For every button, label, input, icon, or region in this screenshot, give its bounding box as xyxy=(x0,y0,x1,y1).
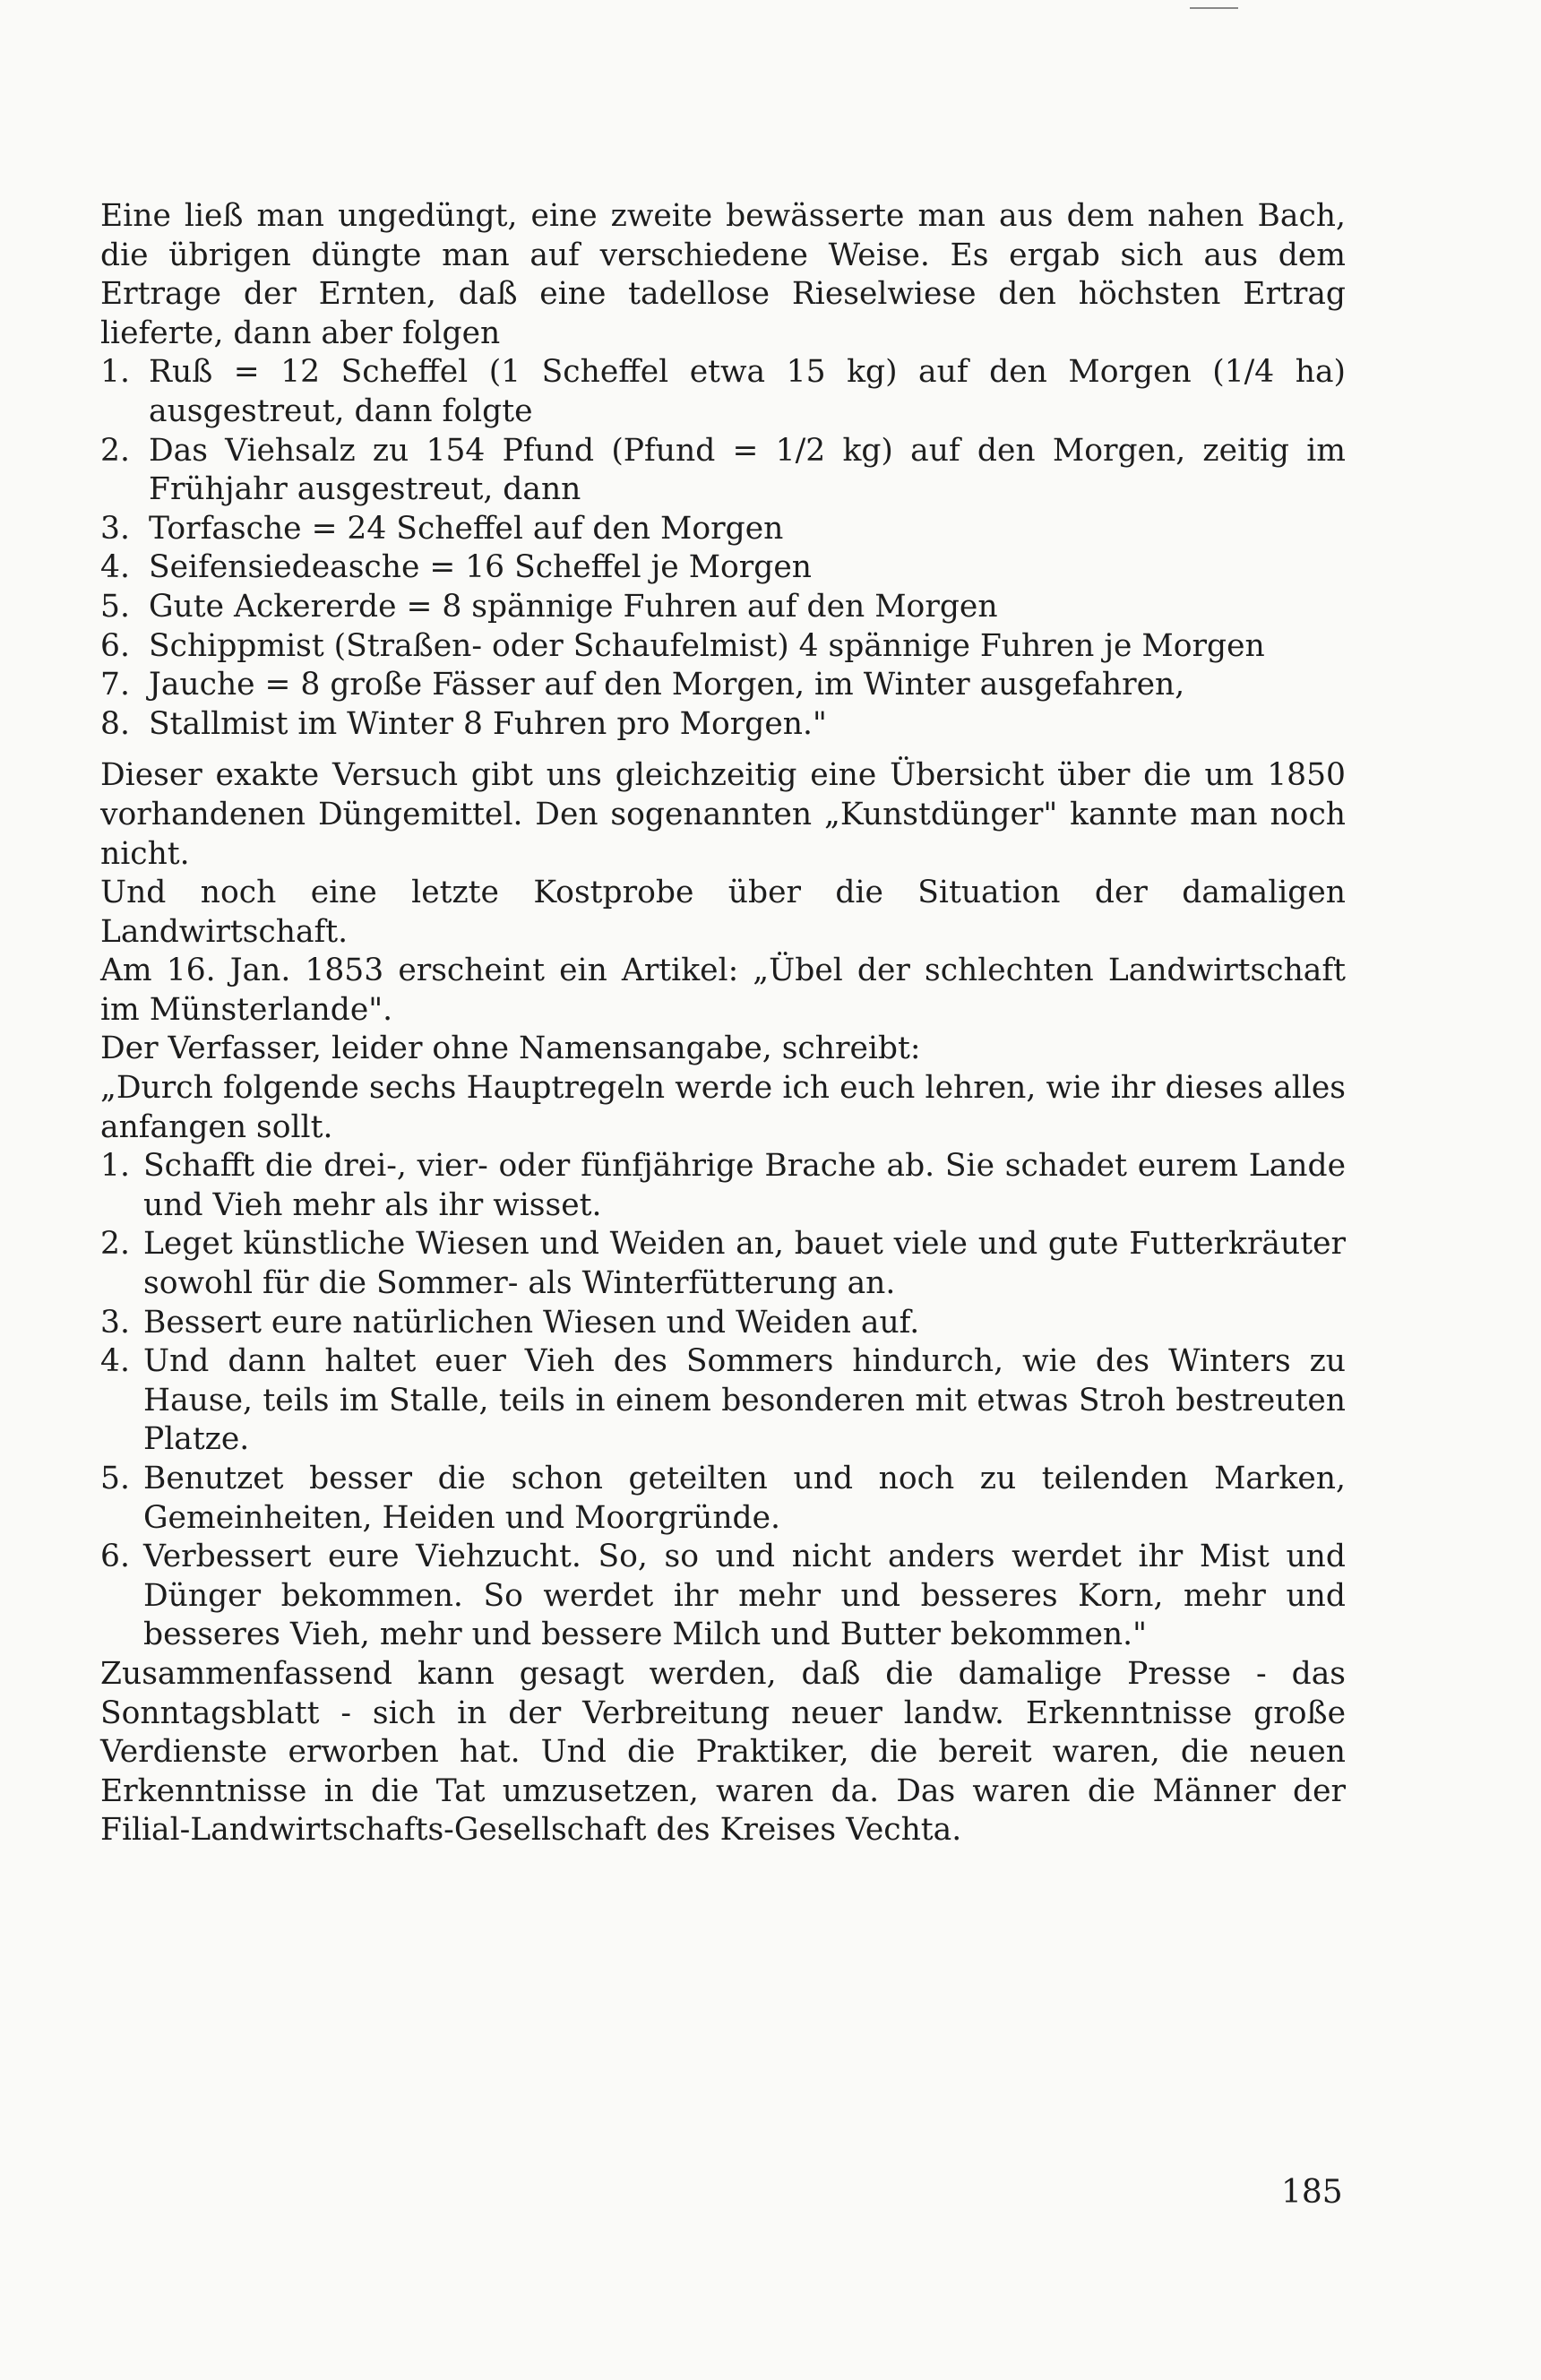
list-item-text: Ruß = 12 Scheffel (1 Scheffel etwa 15 kg) auf den Morgen (1/4 ha) ausgestreut, dann folgte xyxy=(149,354,1346,429)
list-item-text: Benutzet besser die schon geteilten und noch zu teilenden Marken, Gemeinheiten, Heiden und Moorgründe. xyxy=(143,1461,1346,1536)
list-item-text: Stallmist im Winter 8 Fuhren pro Morgen." xyxy=(149,705,827,742)
rules-list xyxy=(100,1147,1346,1655)
list-item-number: 7. xyxy=(100,667,130,703)
list-item xyxy=(100,353,1346,431)
list-item xyxy=(100,1147,1346,1225)
list-item-number: 3. xyxy=(100,1304,130,1341)
list-item-text: Bessert eure natürlichen Wiesen und Weiden auf. xyxy=(143,1304,920,1341)
summary-paragraph: Dieser exakte Versuch gibt uns gleichzeitig eine Übersicht über die um 1850 vorhandenen Düngemittel. Den sogenannten „Kunstdünger" kannte man noch nicht. xyxy=(100,757,1346,872)
list-item-text: Und dann haltet euer Vieh des Sommers hindurch, wie des Winters zu Hause, teils im Stalle, teils in einem besonderen mit etwas Stroh bestreuten Platze. xyxy=(143,1343,1346,1458)
list-item-text: Das Viehsalz zu 154 Pfund (Pfund = 1/2 kg) auf den Morgen, zeitig im Frühjahr ausgestreut, dann xyxy=(149,432,1346,508)
list-item-number: 5. xyxy=(100,1461,130,1496)
list-item-number: 2. xyxy=(100,1226,130,1263)
list-item-number: 1. xyxy=(100,1148,130,1185)
list-item-number: 1. xyxy=(100,354,130,391)
top-rule xyxy=(1190,7,1238,9)
list-item xyxy=(100,1342,1346,1460)
quote-intro-paragraph: „Durch folgende sechs Hauptregeln werde ich euch lehren, wie ihr dieses alles anfangen sollt. xyxy=(100,1070,1346,1145)
article-paragraph: Am 16. Jan. 1853 erscheint ein Artikel: „Übel der schlechten Landwirtschaft im Münsterlande". xyxy=(100,953,1346,1028)
author-paragraph: Der Verfasser, leider ohne Namensangabe, schreibt: xyxy=(100,1030,921,1067)
list-item xyxy=(100,588,1346,627)
page-number: 185 xyxy=(1281,2174,1343,2211)
list-item-text: Seifensiedeasche = 16 Scheffel je Morgen xyxy=(149,549,812,586)
list-item-number: 4. xyxy=(100,1343,130,1380)
list-item-text: Jauche = 8 große Fässer auf den Morgen, im Winter ausgefahren, xyxy=(149,667,1185,703)
list-item xyxy=(100,1538,1346,1655)
list-item-number: 3. xyxy=(100,510,130,547)
list-item-number: 8. xyxy=(100,705,130,742)
list-item-text: Gute Ackererde = 8 spännige Fuhren auf den Morgen xyxy=(149,588,998,625)
list-item-text: Torfasche = 24 Scheffel auf den Morgen xyxy=(149,510,784,547)
list-item-number: 2. xyxy=(100,432,130,469)
list-item xyxy=(100,1225,1346,1303)
intro-paragraph: Eine ließ man ungedüngt, eine zweite bewässerte man aus dem nahen Bach, die übrigen düngte man auf verschiedene Weise. Es ergab sich aus dem Ertrage der Ernten, daß eine tadellose Rieselwiese den höchsten Ertrag lieferte, dann aber folgen xyxy=(100,198,1346,351)
list-item xyxy=(100,627,1346,667)
list-item-number: 6. xyxy=(100,627,130,664)
list-item xyxy=(100,432,1346,510)
list-item-number: 4. xyxy=(100,549,130,586)
list-item xyxy=(100,1460,1346,1538)
conclusion-paragraph: Zusammenfassend kann gesagt werden, daß die damalige Presse - das Sonntagsblatt - sich in der Verbreitung neuer landw. Erkenntnisse große Verdienste erworben hat. Und die Praktiker, die bereit waren, die neuen Erkenntnisse in die Tat umzusetzen, waren da. Das waren die Männer der Filial-Landwirtschafts-Gesellschaft des Kreises Vechta. xyxy=(100,1655,1346,1849)
list-item xyxy=(100,705,1346,745)
list-item xyxy=(100,666,1346,705)
list-item-text: Leget künstliche Wiesen und Weiden an, bauet viele und gute Futterkräuter sowohl für die Sommer- als Winterfütterung an. xyxy=(143,1226,1346,1302)
list-item xyxy=(100,1304,1346,1343)
list-item xyxy=(100,548,1346,588)
list-item-text: Schippmist (Straßen- oder Schaufelmist) 4 spännige Fuhren je Morgen xyxy=(149,627,1265,664)
list-item-number: 6. xyxy=(100,1539,130,1575)
list-item-number: 5. xyxy=(100,588,130,625)
page-body xyxy=(100,197,1346,1850)
list-item-text: Verbessert eure Viehzucht. So, so und nicht anders werdet ihr Mist und Dünger bekommen. So werdet ihr mehr und besseres Korn, mehr und besseres Vieh, mehr und bessere Milch und Butter bekommen." xyxy=(143,1539,1346,1653)
list-item-text: Schafft die drei-, vier- oder fünfjährige Brache ab. Sie schadet eurem Lande und Vieh mehr als ihr wisset. xyxy=(143,1148,1346,1223)
transition-paragraph: Und noch eine letzte Kostprobe über die Situation der damaligen Landwirtschaft. xyxy=(100,875,1346,950)
fertilizer-list xyxy=(100,353,1346,744)
list-item xyxy=(100,510,1346,549)
